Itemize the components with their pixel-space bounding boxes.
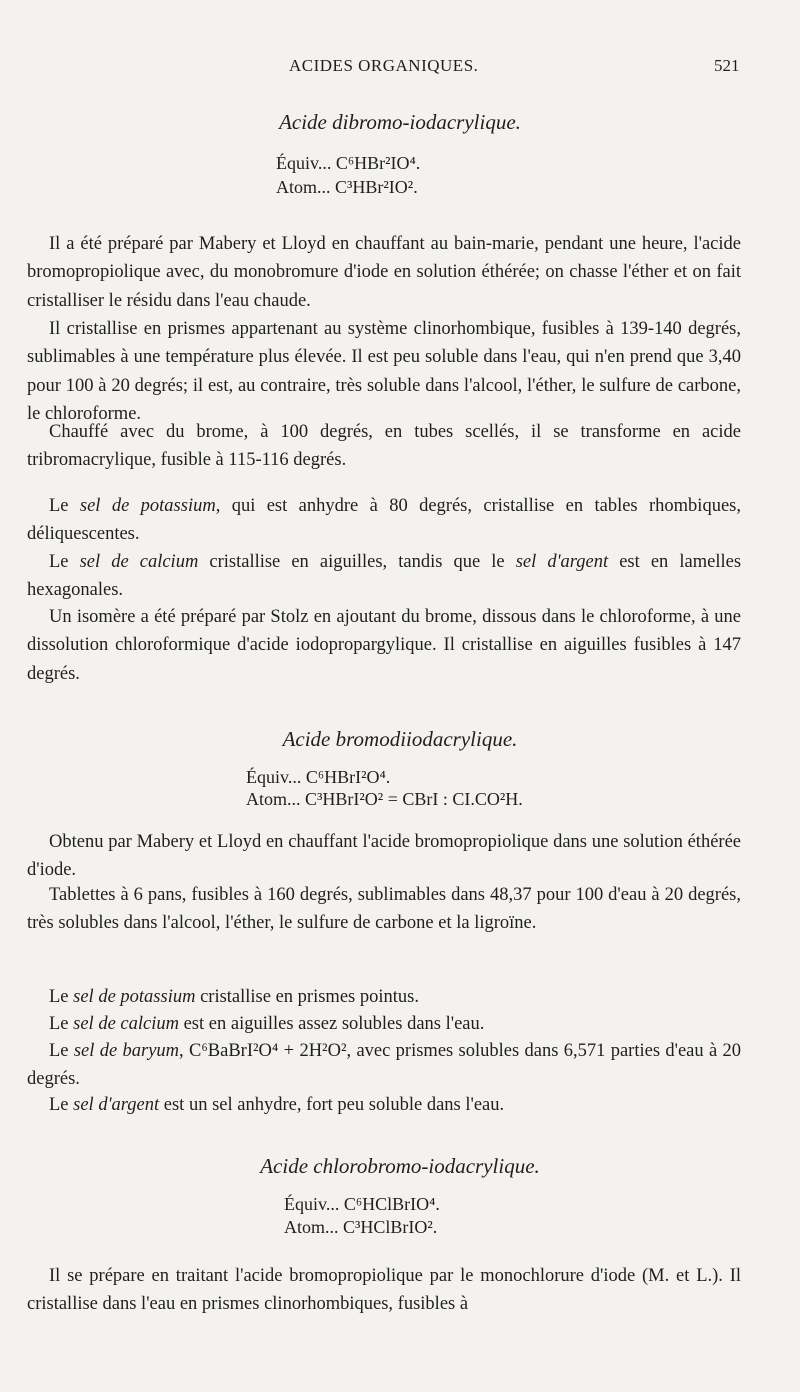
- running-title: ACIDES ORGANIQUES.: [289, 56, 479, 75]
- paragraph: Le sel de baryum, C⁶BaBrI²O⁴ + 2H²O², avec prismes solubles dans 6,571 parties d'eau à 20 degrés.: [27, 1041, 741, 1090]
- atom-formula: Atom... C³HBrI²O² = CBrI : CI.CO²H.: [246, 789, 523, 809]
- paragraph: Le sel de calcium est en aiguilles assez solubles dans l'eau.: [49, 1014, 485, 1034]
- paragraph: Le sel de potassium cristallise en prismes pointus.: [49, 987, 419, 1007]
- paragraph: Il cristallise en prismes appartenant au système clinorhombique, fusibles à 139-140 degrés, sublimables à une température plus élevée. Il est peu soluble dans l'eau, qui n'en prend que 3,40 pour 100 à 20 degrés; il est, au contraire, très soluble dans l'alcool, l'éther, le sulfure de carbone, le chloroforme.: [27, 319, 741, 424]
- page-number: 521: [714, 56, 740, 75]
- paragraph: Obtenu par Mabery et Lloyd en chauffant l'acide bromopropiolique dans une solution éthérée d'iode.: [27, 832, 741, 881]
- paragraph: Chauffé avec du brome, à 100 degrés, en tubes scellés, il se transforme en acide tribromacrylique, fusible à 115-116 degrés.: [27, 422, 741, 471]
- section-title-bromodiiodacrylique: Acide bromodiiodacrylique.: [282, 727, 518, 751]
- paragraph: Le sel d'argent est un sel anhydre, fort peu soluble dans l'eau.: [49, 1095, 505, 1115]
- paragraph: Il a été préparé par Mabery et Lloyd en chauffant au bain-marie, pendant une heure, l'acide bromopropiolique avec, du monobromure d'iode en solution éthérée; on chasse l'éther et on fait cristalliser le résidu dans l'eau chaude.: [27, 234, 741, 311]
- paragraph: Il se prépare en traitant l'acide bromopropiolique par le monochlorure d'iode (M. et L.). Il cristallise dans l'eau en prismes clinorhombiques, fusibles à: [27, 1266, 741, 1315]
- section-title-chlorobromo-iodacrylique: Acide chlorobromo-iodacrylique.: [260, 1154, 540, 1178]
- atom-formula: Atom... C³HClBrIO².: [284, 1217, 438, 1237]
- equiv-formula: Équiv... C⁶HClBrIO⁴.: [284, 1194, 440, 1214]
- equiv-formula: Équiv... C⁶HBrI²O⁴.: [246, 767, 391, 787]
- paragraph: Tablettes à 6 pans, fusibles à 160 degrés, sublimables dans 48,37 pour 100 d'eau à 20 degrés, très solubles dans l'alcool, l'éther, le sulfure de carbone et la ligroïne.: [27, 885, 741, 934]
- paragraph: Un isomère a été préparé par Stolz en ajoutant du brome, dissous dans le chloroforme, à une dissolution chloroformique d'acide iodopropargylique. Il cristallise en aiguilles fusibles à 147 degrés.: [27, 607, 741, 684]
- section-title-dibromo-iodacrylique: Acide dibromo-iodacrylique.: [279, 110, 521, 134]
- paragraph: Le sel de calcium cristallise en aiguilles, tandis que le sel d'argent est en lamelles hexagonales.: [27, 552, 742, 601]
- page-header: [0, 52, 800, 80]
- equiv-formula: Équiv... C⁶HBr²IO⁴.: [276, 153, 421, 173]
- atom-formula: Atom... C³HBr²IO².: [276, 177, 418, 197]
- paragraph: Le sel de potassium, qui est anhydre à 80 degrés, cristallise en tables rhombiques, déliquescentes.: [27, 496, 741, 545]
